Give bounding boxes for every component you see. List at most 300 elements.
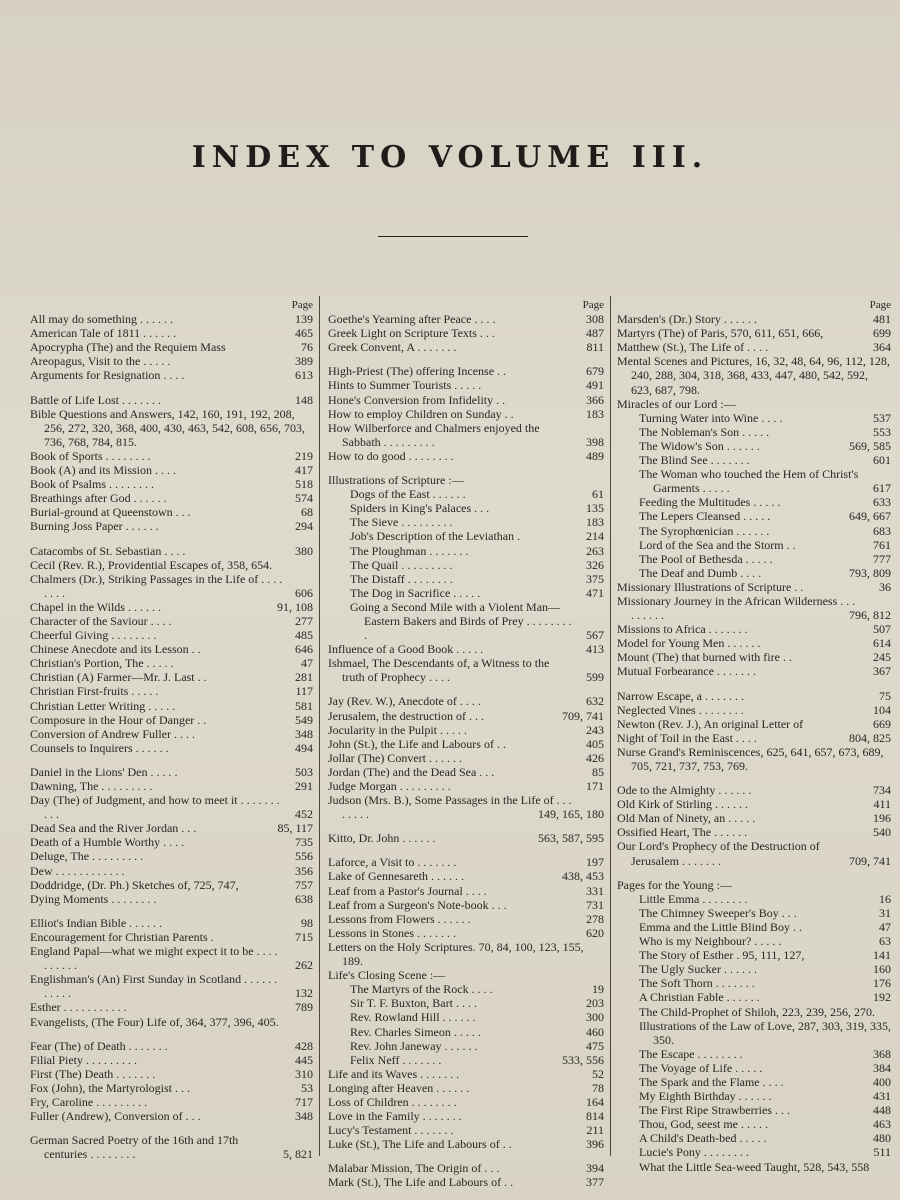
entry-title: John (St.), the Life and Labours of . . (328, 736, 506, 751)
entry-page-number: 214 (586, 529, 604, 544)
index-entry (617, 703, 891, 717)
index-subentry (328, 1039, 604, 1053)
entry-page-number: 413 (586, 642, 604, 657)
entry-title: Rev. John Janeway . . . . . . (350, 1038, 478, 1053)
index-entry (328, 1081, 604, 1095)
entry-title: Fuller (Andrew), Conversion of . . . (30, 1109, 201, 1124)
index-subentry (617, 934, 891, 948)
entry-title: Letters on the Holy Scriptures. 70, 84, 100, 123, 155, 189. (328, 939, 584, 969)
entry-page-number: 139 (295, 312, 313, 327)
index-entry (30, 558, 313, 572)
entry-page-number: 617 (873, 481, 891, 496)
index-subentry (617, 495, 891, 509)
entry-page-number: 683 (873, 523, 891, 538)
entry-page-number: 243 (586, 722, 604, 737)
entry-page-number: 356 (295, 863, 313, 878)
entry-page-number: 400 (873, 1074, 891, 1089)
entry-page-number: 16 (879, 891, 891, 906)
entry-page-number: 438, 453 (562, 869, 604, 884)
entry-page-number: 761 (873, 537, 891, 552)
index-subentry (617, 1061, 891, 1075)
entry-title: Our Lord's Prophecy of the Destruction of Jerusalem . . . . . . . (617, 839, 820, 868)
entry-title: Neglected Vines . . . . . . . . (617, 702, 744, 717)
entry-title: The Story of Esther . 95, 111, 127, (639, 948, 805, 963)
entry-title: The Pool of Bethesda . . . . . (639, 551, 773, 566)
index-entry (617, 650, 891, 664)
index-entry (617, 811, 891, 825)
index-subentry (617, 892, 891, 906)
entry-title: Missionary Journey in the African Wilderness . . . . . . . . . (617, 593, 856, 623)
entry-title: Love in the Family . . . . . . . (328, 1109, 462, 1124)
index-entry (328, 831, 604, 845)
entry-page-number: 709, 741 (849, 853, 891, 868)
index-subentry (617, 538, 891, 552)
entry-page-number: 394 (586, 1161, 604, 1176)
entry-title: Turning Water into Wine . . . . (639, 410, 783, 425)
entry-page-number: 148 (295, 392, 313, 407)
entry-title: Mark (St.), The Life and Labours of . . (328, 1175, 514, 1190)
index-entry (617, 731, 891, 745)
entry-title: Ishmael, The Descendants of, a Witness to the truth of Prophecy . . . . (328, 656, 550, 685)
entry-page-number: 556 (295, 849, 313, 864)
entry-title: The Voyage of Life . . . . . (639, 1060, 763, 1075)
entry-title: Narrow Escape, a . . . . . . . (617, 688, 744, 703)
index-subentry (328, 600, 604, 642)
entry-page-number: 117 (295, 684, 313, 699)
index-entry (328, 1109, 604, 1123)
entry-page-number: 646 (295, 642, 313, 657)
entry-page-number: 567 (586, 628, 604, 643)
entry-page-number: 396 (586, 1137, 604, 1152)
index-entry (30, 793, 313, 821)
entry-title: High-Priest (The) offering Incense . . (328, 364, 507, 379)
index-entry (30, 407, 313, 449)
entry-title: Greek Light on Scripture Texts . . . (328, 326, 495, 341)
index-entry (30, 684, 313, 698)
entry-page-number: 53 (301, 1080, 313, 1095)
index-subentry (617, 411, 891, 425)
entry-page-number: 489 (586, 448, 604, 463)
entry-page-number: 549 (295, 712, 313, 727)
entry-page-number: 85, 117 (277, 821, 313, 836)
entry-title: Old Kirk of Stirling . . . . . . (617, 797, 748, 812)
index-subentry (617, 509, 891, 523)
entry-title: Lessons from Flowers . . . . . . (328, 911, 471, 926)
index-entry (328, 779, 604, 793)
index-entry (328, 926, 604, 940)
index-entry (328, 898, 604, 912)
entry-title: Little Emma . . . . . . . . (639, 891, 748, 906)
entry-page-number: 581 (295, 698, 313, 713)
entry-page-number: 19 (592, 982, 604, 997)
index-entry (30, 835, 313, 849)
index-subentry (328, 558, 604, 572)
entry-page-number: 176 (873, 976, 891, 991)
index-entry (328, 765, 604, 779)
entry-title: Jordan (The) and the Dead Sea . . . (328, 764, 495, 779)
entry-title: Old Man of Ninety, an . . . . . (617, 811, 756, 826)
entry-page-number: 389 (295, 354, 313, 369)
entry-title: Ossified Heart, The . . . . . . (617, 825, 748, 840)
entry-page-number: 262 (295, 958, 313, 973)
entry-title: Miracles of our Lord :— (617, 396, 736, 411)
index-entry (30, 393, 313, 407)
index-entry (617, 580, 891, 594)
index-entry (328, 751, 604, 765)
index-entry (328, 656, 604, 684)
entry-page-number: 789 (295, 1000, 313, 1015)
index-entry (617, 783, 891, 797)
entry-title: Dawning, The . . . . . . . . . (30, 779, 153, 793)
entry-page-number: 494 (295, 740, 313, 755)
index-subentry (328, 501, 604, 515)
entry-title: Esther . . . . . . . . . . . (30, 1000, 127, 1015)
entry-page-number: 735 (295, 835, 313, 850)
entry-page-number: 203 (586, 996, 604, 1011)
entry-page-number: 471 (586, 585, 604, 600)
entry-page-number: 796, 812 (849, 608, 891, 623)
entry-title: The Ugly Sucker . . . . . . (639, 962, 757, 977)
entry-title: Greek Convent, A . . . . . . . (328, 340, 457, 355)
index-entry (30, 1095, 313, 1109)
index-subentry (617, 1117, 891, 1131)
entry-title: Burial-ground at Queenstown . . . (30, 505, 191, 520)
entry-title: The Distaff . . . . . . . . (350, 571, 453, 586)
entry-title: Christian First-fruits . . . . . (30, 684, 159, 699)
entry-title: Fry, Caroline . . . . . . . . . (30, 1094, 148, 1109)
entry-title: Loss of Children . . . . . . . . (328, 1094, 457, 1109)
entry-title: Counsels to Inquirers . . . . . . (30, 740, 169, 755)
entry-page-number: 417 (295, 463, 313, 478)
entry-title: Fox (John), the Martyrologist . . . (30, 1080, 190, 1095)
entry-page-number: 485 (295, 628, 313, 643)
section-gap (328, 845, 604, 855)
index-entry (328, 378, 604, 392)
index-subentry (617, 976, 891, 990)
index-entry (328, 364, 604, 378)
entry-page-number: 98 (301, 915, 313, 930)
entry-page-number: 487 (586, 326, 604, 341)
section-gap (328, 821, 604, 831)
entry-page-number: 164 (586, 1094, 604, 1109)
entry-page-number: 448 (873, 1103, 891, 1118)
page-column-heading: Page (582, 299, 604, 311)
entry-title: The Dog in Sacrifice . . . . . (350, 585, 481, 600)
entry-page-number: 491 (586, 378, 604, 393)
entry-title: Christian (A) Farmer—Mr. J. Last . . (30, 670, 207, 685)
index-subentry (328, 572, 604, 586)
index-subentry (617, 1005, 891, 1019)
index-entry (617, 354, 891, 396)
index-entry (30, 892, 313, 906)
entry-page-number: 614 (873, 636, 891, 651)
entry-page-number: 63 (879, 934, 891, 949)
index-entry (328, 642, 604, 656)
index-entry (30, 1039, 313, 1053)
entry-title: Encouragement for Christian Parents . (30, 929, 214, 944)
entry-title: Felix Neff . . . . . . . (350, 1052, 442, 1067)
entry-page-number: 68 (301, 505, 313, 520)
entry-title: Hone's Conversion from Infidelity . . (328, 392, 506, 407)
entry-title: First (The) Death . . . . . . . (30, 1066, 156, 1081)
entry-title: Life's Closing Scene :— (328, 968, 446, 983)
entry-page-number: 160 (873, 962, 891, 977)
index-entry (30, 1053, 313, 1067)
entry-title: Mental Scenes and Pictures, 16, 32, 48, 64, 96, 112, 128, 240, 288, 304, 318, 368, 433, 447, 480, 542, 592, 623, 687, 798. (617, 354, 890, 397)
index-entry (30, 1015, 313, 1029)
entry-title: Jocularity in the Pulpit . . . . . (328, 722, 467, 737)
entry-title: The Woman who touched the Hem of Christ's Garments . . . . . (639, 467, 859, 496)
index-entry (30, 491, 313, 505)
entry-title: Elliot's Indian Bible . . . . . . (30, 915, 163, 930)
entry-title: Daniel in the Lions' Den . . . . . (30, 764, 178, 779)
entry-page-number: 599 (586, 670, 604, 685)
entry-page-number: 366 (586, 392, 604, 407)
entry-title: The Widow's Son . . . . . . (639, 438, 760, 453)
entry-page-number: 76 (301, 340, 313, 355)
entry-page-number: 348 (295, 726, 313, 741)
index-entry (328, 1137, 604, 1151)
entry-page-number: 61 (592, 487, 604, 502)
index-entry (30, 463, 313, 477)
entry-page-number: 197 (586, 855, 604, 870)
entry-page-number: 348 (295, 1109, 313, 1124)
entry-title: Englishman's (An) First Sunday in Scotland . . . . . . . . . . . (30, 972, 278, 1001)
entry-title: Sir T. F. Buxton, Bart . . . . (350, 996, 477, 1011)
index-entry (30, 878, 313, 892)
entry-title: Leaf from a Surgeon's Note-book . . . (328, 897, 507, 912)
index-entry (617, 797, 891, 811)
index-entry (328, 884, 604, 898)
index-entry (617, 689, 891, 703)
entry-page-number: 679 (586, 364, 604, 379)
entry-title: Leaf from a Pastor's Journal . . . . (328, 883, 487, 898)
index-subentry (617, 962, 891, 976)
entry-title: Christian Letter Writing . . . . . (30, 698, 176, 713)
entry-title: The Blind See . . . . . . . (639, 453, 750, 468)
index-entry (30, 368, 313, 382)
index-subentry (617, 552, 891, 566)
index-entry (617, 326, 891, 340)
entry-title: Mutual Forbearance . . . . . . . (617, 664, 756, 679)
index-subentry (617, 948, 891, 962)
index-entry (30, 741, 313, 755)
entry-page-number: 777 (873, 551, 891, 566)
index-entry (328, 912, 604, 926)
entry-title: Jay (Rev. W.), Anecdote of . . . . (328, 694, 481, 709)
entry-page-number: 135 (586, 501, 604, 516)
entry-title: England Papal—what we might expect it to be . . . . . . . . . . (30, 944, 278, 973)
entry-page-number: 563, 587, 595 (538, 831, 604, 846)
entry-title: Book of Psalms . . . . . . . . (30, 477, 155, 492)
entry-page-number: 632 (586, 694, 604, 709)
entry-title: Jerusalem, the destruction of . . . (328, 708, 484, 723)
index-entry (617, 745, 891, 773)
index-subentry (328, 996, 604, 1010)
entry-title: Composure in the Hour of Danger . . (30, 712, 207, 727)
entry-title: Death of a Humble Worthy . . . . (30, 835, 185, 850)
entry-page-number: 613 (295, 368, 313, 383)
entry-page-number: 192 (873, 990, 891, 1005)
index-entry (30, 972, 313, 1000)
section-gap (617, 679, 891, 689)
index-subentry (617, 1019, 891, 1047)
entry-title: Character of the Saviour . . . . (30, 613, 172, 628)
entry-title: Influence of a Good Book . . . . . (328, 642, 484, 657)
index-subentry (328, 1053, 604, 1067)
index-subentry (617, 439, 891, 453)
entry-title: The First Ripe Strawberries . . . (639, 1103, 790, 1118)
entry-title: Emma and the Little Blind Boy . . (639, 919, 802, 934)
index-entry (328, 421, 604, 449)
entry-page-number: 380 (295, 543, 313, 558)
entry-page-number: 511 (873, 1145, 891, 1160)
index-subentry (328, 1025, 604, 1039)
entry-page-number: 31 (879, 905, 891, 920)
index-entry (328, 737, 604, 751)
entry-page-number: 633 (873, 495, 891, 510)
section-gap (30, 1123, 313, 1133)
index-entry (328, 793, 604, 821)
entry-page-number: 300 (586, 1010, 604, 1025)
index-entry (328, 855, 604, 869)
entry-page-number: 104 (873, 702, 891, 717)
entry-title: Job's Description of the Leviathan . (350, 529, 521, 544)
entry-title: Bible Questions and Answers, 142, 160, 191, 192, 208, 256, 272, 320, 368, 400, 430, 463, 542, 608, 656, 703, 736, 768, 784, 815. (30, 406, 305, 449)
entry-title: Lessons in Stones . . . . . . . (328, 925, 457, 940)
entry-page-number: 463 (873, 1117, 891, 1132)
entry-title: Longing after Heaven . . . . . . (328, 1080, 470, 1095)
entry-title: Luke (St.), The Life and Labours of . . (328, 1137, 512, 1152)
index-entry (328, 723, 604, 737)
index-subentry (617, 1089, 891, 1103)
entry-page-number: 540 (873, 825, 891, 840)
index-entry (30, 656, 313, 670)
entry-page-number: 5, 821 (283, 1147, 313, 1162)
index-subentry (328, 1010, 604, 1024)
index-entry (30, 572, 313, 600)
entry-title: Life and its Waves . . . . . . . (328, 1066, 460, 1081)
entry-page-number: 47 (301, 656, 313, 671)
entry-title: Missions to Africa . . . . . . . (617, 622, 748, 637)
entry-title: German Sacred Poetry of the 16th and 17th centuries . . . . . . . . (30, 1133, 239, 1162)
entry-title: The Martyrs of the Rock . . . . (350, 982, 493, 997)
entry-page-number: 533, 556 (562, 1052, 604, 1067)
index-entry (30, 864, 313, 878)
entry-page-number: 326 (586, 557, 604, 572)
index-entry (328, 1095, 604, 1109)
index-entry (328, 1175, 604, 1189)
entry-page-number: 294 (295, 519, 313, 534)
entry-title: Martyrs (The) of Paris, 570, 611, 651, 666, (617, 326, 824, 341)
entry-page-number: 452 (295, 807, 313, 822)
entry-title: Dead Sea and the River Jordan . . . (30, 821, 197, 836)
entry-title: Conversion of Andrew Fuller . . . . (30, 726, 195, 741)
entry-page-number: 384 (873, 1060, 891, 1075)
index-subentry (617, 990, 891, 1004)
entry-page-number: 804, 825 (849, 730, 891, 745)
index-entry (30, 916, 313, 930)
entry-title: Burning Joss Paper . . . . . . (30, 519, 159, 534)
entry-title: What the Little Sea-weed Taught, 528, 543, 558 (639, 1159, 870, 1174)
entry-title: Doddridge, (Dr. Ph.) Sketches of, 725, 747, (30, 877, 239, 892)
section-gap (617, 868, 891, 878)
entry-title: Dew . . . . . . . . . . . . (30, 863, 125, 878)
entry-page-number: 291 (295, 779, 313, 793)
entry-page-number: 503 (295, 764, 313, 779)
entry-title: Filial Piety . . . . . . . . . (30, 1052, 138, 1067)
entry-title: Judson (Mrs. B.), Some Passages in the Life of . . . . . . . . (328, 793, 572, 822)
index-subentry (328, 982, 604, 996)
entry-title: Thou, God, seest me . . . . . (639, 1117, 768, 1132)
index-entry (30, 779, 313, 793)
entry-title: Ode to the Almighty . . . . . . (617, 783, 752, 798)
entry-title: Lucy's Testament . . . . . . . (328, 1123, 454, 1138)
index-column-3 (617, 298, 891, 1174)
entry-title: The Nobleman's Son . . . . . (639, 424, 770, 439)
column-separator (610, 296, 611, 1156)
index-entry (30, 1000, 313, 1014)
page-title: INDEX TO VOLUME III. (191, 140, 709, 175)
entry-page-number: 731 (586, 897, 604, 912)
section-gap (30, 906, 313, 916)
index-subentry (617, 566, 891, 580)
entry-title: Who is my Neighbour? . . . . . (639, 934, 782, 949)
page-column-heading: Page (869, 299, 891, 311)
entry-title: The Quail . . . . . . . . . (350, 557, 453, 572)
entry-page-number: 569, 585 (849, 438, 891, 453)
index-entry (328, 1161, 604, 1175)
entry-title: Goethe's Yearning after Peace . . . . (328, 312, 496, 327)
entry-title: Dying Moments . . . . . . . . (30, 891, 157, 906)
index-entry (617, 636, 891, 650)
index-entry (30, 944, 313, 972)
entry-page-number: 699 (873, 326, 891, 341)
entry-title: Apocrypha (The) and the Requiem Mass (30, 340, 226, 355)
index-subentry (617, 1047, 891, 1061)
entry-title: The Child-Prophet of Shiloh, 223, 239, 256, 270. (639, 1004, 875, 1019)
entry-page-number: 149, 165, 180 (538, 807, 604, 822)
entry-title: Spiders in King's Palaces . . . (350, 501, 490, 516)
entry-title: The Syrophœnician . . . . . . (639, 523, 770, 538)
entry-page-number: 717 (295, 1094, 313, 1109)
entry-title: Illustrations of the Law of Love, 287, 303, 319, 335, 350. (639, 1018, 891, 1047)
index-subentry (328, 544, 604, 558)
entry-page-number: 601 (873, 453, 891, 468)
entry-title: Battle of Life Lost . . . . . . . (30, 392, 161, 407)
entry-page-number: 398 (586, 434, 604, 449)
index-subentry (328, 515, 604, 529)
section-gap (328, 1151, 604, 1161)
index-entry (30, 1081, 313, 1095)
index-entry (328, 449, 604, 463)
entry-title: All may do something . . . . . . (30, 312, 173, 327)
entry-title: The Sieve . . . . . . . . . (350, 515, 453, 530)
index-entry (328, 968, 604, 982)
entry-title: The Escape . . . . . . . . (639, 1046, 743, 1061)
entry-title: Evangelists, (The Four) Life of, 364, 377, 396, 405. (30, 1014, 279, 1029)
index-subentry (617, 453, 891, 467)
entry-page-number: 141 (873, 948, 891, 963)
entry-title: The Chimney Sweeper's Boy . . . (639, 905, 797, 920)
index-entry (30, 1109, 313, 1123)
index-subentry (617, 1160, 891, 1174)
entry-title: Rev. Charles Simeon . . . . . (350, 1024, 481, 1039)
index-entry (617, 664, 891, 678)
index-entry (30, 340, 313, 354)
entry-page-number: 281 (295, 670, 313, 685)
index-subentry (328, 487, 604, 501)
